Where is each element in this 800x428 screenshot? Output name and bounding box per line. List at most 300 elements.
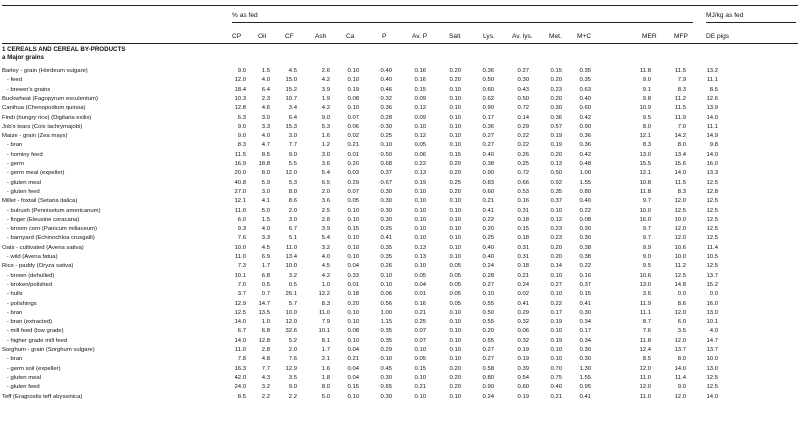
cell-oil: 6.8 bbox=[261, 328, 270, 335]
cell-cf: 13.4 bbox=[285, 254, 297, 260]
cell-de-pigs: 14.7 bbox=[706, 337, 718, 344]
cell-mfp: 11.9 bbox=[674, 114, 686, 121]
row-label: - bran bbox=[2, 309, 23, 316]
cell-oil: 13.5 bbox=[258, 309, 270, 316]
cell-cf: 32.6 bbox=[285, 328, 297, 335]
table-row bbox=[0, 76, 800, 85]
cell-cp: 16.3 bbox=[234, 365, 246, 372]
cell-lys: 0.25 bbox=[482, 235, 494, 242]
cell-met: 0.20 bbox=[550, 77, 562, 84]
cell-de-pigs: 11.1 bbox=[706, 123, 718, 130]
cell-cf: 7.7 bbox=[288, 142, 297, 149]
cell-salt: 0.05 bbox=[449, 281, 461, 288]
cell-ash: 5.4 bbox=[321, 235, 330, 242]
cell-met: 0.70 bbox=[550, 365, 562, 372]
cell-p: 0.30 bbox=[380, 123, 392, 130]
cell-ash: 1.9 bbox=[321, 95, 330, 102]
cell-cf: 2.2 bbox=[288, 393, 297, 400]
row-label: - hulls bbox=[2, 291, 23, 298]
row-label: Millet - foxtail (Setaria italica) bbox=[2, 198, 78, 205]
cell-salt: 0.10 bbox=[449, 244, 461, 251]
cell-de-pigs: 12.6 bbox=[706, 95, 718, 102]
cell-ash: 8.3 bbox=[321, 300, 330, 307]
cell-cp: 18.4 bbox=[234, 86, 246, 93]
cell-mer: 12.0 bbox=[639, 365, 651, 372]
cell-salt: 0.20 bbox=[449, 188, 461, 195]
cell-mer: 10.9 bbox=[639, 105, 651, 112]
cell-av-lys: 0.18 bbox=[517, 216, 529, 223]
cell-de-pigs: 12.5 bbox=[706, 207, 718, 214]
cell-m-c: 0.48 bbox=[579, 161, 591, 167]
table-row bbox=[0, 141, 800, 150]
table-row bbox=[0, 207, 800, 216]
cell-lys: 0.36 bbox=[482, 123, 494, 130]
cell-cf: 2.0 bbox=[288, 207, 297, 214]
cell-salt: 0.05 bbox=[449, 272, 461, 279]
cell-mer: 8.0 bbox=[642, 123, 651, 130]
cell-ash: 8.1 bbox=[321, 337, 330, 344]
cell-mfp: 8.6 bbox=[677, 300, 686, 307]
cell-p: 0.10 bbox=[380, 142, 392, 149]
cell-oil: 8.5 bbox=[261, 151, 270, 158]
cell-mer: 10.0 bbox=[639, 207, 651, 214]
cell-av-lys: 0.02 bbox=[517, 291, 529, 298]
cell-av-p: 0.05 bbox=[414, 142, 426, 149]
percent-group-rule bbox=[232, 22, 693, 23]
column-header-av-lys: Av. lys. bbox=[512, 33, 533, 40]
cell-ash: 5.3 bbox=[321, 123, 330, 130]
cell-met: 0.23 bbox=[550, 235, 562, 242]
cell-cp: 40.8 bbox=[234, 179, 246, 186]
cell-m-c: 0.90 bbox=[579, 123, 591, 130]
cell-mfp: 11.4 bbox=[674, 374, 686, 381]
cell-m-c: 0.30 bbox=[579, 226, 591, 233]
cell-ca: 0.02 bbox=[347, 133, 359, 140]
cell-av-p: 0.12 bbox=[414, 133, 426, 140]
cell-de-pigs: 12.5 bbox=[706, 263, 718, 270]
cell-mfp: 7.9 bbox=[677, 77, 686, 84]
cell-de-pigs: 16.0 bbox=[706, 161, 718, 167]
cell-cf: 5.3 bbox=[288, 179, 297, 186]
cell-mfp: 11.5 bbox=[674, 179, 686, 186]
header-group-percent: % as fed bbox=[232, 12, 258, 19]
top-rule bbox=[2, 5, 798, 6]
cell-oil: 4.8 bbox=[261, 356, 270, 363]
row-label: Job's tears (Coix lachrymajobi) bbox=[2, 123, 83, 130]
cell-salt: 0.25 bbox=[449, 179, 461, 186]
cell-lys: 0.20 bbox=[482, 328, 494, 335]
cell-mfp: 12.5 bbox=[674, 207, 686, 214]
row-label: Sorghum - grain (Sorghum vulgare) bbox=[2, 347, 95, 353]
table-row bbox=[0, 318, 800, 327]
header-group-mj: MJ/kg as fed bbox=[706, 12, 744, 19]
cell-de-pigs: 10.5 bbox=[706, 254, 718, 260]
cell-p: 0.35 bbox=[380, 254, 392, 260]
cell-ca: 0.20 bbox=[347, 161, 359, 167]
cell-ca: 0.10 bbox=[347, 319, 359, 326]
cell-oil: 4.6 bbox=[261, 105, 270, 112]
cell-av-p: 0.10 bbox=[414, 226, 426, 233]
cell-salt: 0.10 bbox=[449, 216, 461, 223]
cell-cf: 10.0 bbox=[285, 309, 297, 316]
table-row bbox=[0, 393, 800, 402]
cell-oil: 3.3 bbox=[261, 235, 270, 242]
cell-met: 0.21 bbox=[550, 393, 562, 400]
cell-ca: 0.04 bbox=[347, 365, 359, 372]
cell-ca: 0.10 bbox=[347, 77, 359, 84]
cell-ash: 5.0 bbox=[321, 393, 330, 400]
row-label: Buckwheat (Fagopyrum esculentum) bbox=[2, 95, 98, 102]
cell-av-p: 0.07 bbox=[414, 328, 426, 335]
row-label: - gluten meal bbox=[2, 179, 41, 186]
cell-met: 0.36 bbox=[550, 114, 562, 121]
cell-m-c: 0.36 bbox=[579, 133, 591, 140]
cell-ca: 0.06 bbox=[347, 123, 359, 130]
column-header-cp: CP bbox=[232, 33, 242, 40]
cell-av-lys: 0.41 bbox=[517, 300, 529, 307]
cell-mfp: 10.0 bbox=[674, 254, 686, 260]
cell-av-lys: 0.19 bbox=[517, 393, 529, 400]
row-label: - mill feed (low grade) bbox=[2, 328, 64, 335]
cell-av-p: 0.10 bbox=[414, 393, 426, 400]
cell-m-c: 0.95 bbox=[579, 384, 591, 391]
cell-oil: 6.8 bbox=[261, 272, 270, 279]
table-row bbox=[0, 272, 800, 281]
cell-ash: 4.2 bbox=[321, 77, 330, 84]
cell-met: 0.23 bbox=[550, 86, 562, 93]
table-row bbox=[0, 169, 800, 178]
cell-p: 0.35 bbox=[380, 337, 392, 344]
cell-mfp: 14.0 bbox=[674, 365, 686, 372]
cell-av-p: 0.10 bbox=[414, 263, 426, 270]
table-row bbox=[0, 327, 800, 336]
cell-ash: 9.0 bbox=[321, 114, 330, 121]
cell-ca: 0.21 bbox=[347, 356, 359, 363]
cell-de-pigs: 0.0 bbox=[709, 291, 718, 298]
cell-met: 0.10 bbox=[550, 356, 562, 363]
cell-cp: 10.0 bbox=[234, 244, 246, 251]
cell-m-c: 0.17 bbox=[579, 328, 591, 335]
row-label: Teff (Eragrostis teff abyssinica) bbox=[2, 393, 83, 400]
cell-ash: 3.6 bbox=[321, 161, 330, 167]
cell-av-lys: 0.22 bbox=[517, 142, 529, 149]
cell-av-lys: 0.14 bbox=[517, 114, 529, 121]
row-label: - broom corn (Panicum miliaceum) bbox=[2, 226, 97, 233]
cell-mfp: 3.5 bbox=[677, 328, 686, 335]
cell-av-lys: 0.32 bbox=[517, 337, 529, 344]
cell-mer: 11.9 bbox=[639, 300, 651, 307]
cell-ash: 4.2 bbox=[321, 105, 330, 112]
cell-mer: 7.6 bbox=[642, 328, 651, 335]
table-row bbox=[0, 309, 800, 318]
cell-av-lys: 0.15 bbox=[517, 226, 529, 233]
row-label: - finger (Eleusine coracana) bbox=[2, 216, 80, 223]
cell-cf: 15.2 bbox=[285, 86, 297, 93]
cell-av-lys: 0.27 bbox=[517, 68, 529, 74]
cell-p: 0.40 bbox=[380, 77, 392, 84]
cell-ca: 0.10 bbox=[347, 216, 359, 223]
row-label: Maize - grain (Zea mays) bbox=[2, 133, 68, 140]
cell-mer: 8.3 bbox=[642, 142, 651, 149]
cell-met: 0.19 bbox=[550, 319, 562, 326]
cell-p: 0.10 bbox=[380, 281, 392, 288]
cell-ca: 0.07 bbox=[347, 188, 359, 195]
cell-oil: 0.7 bbox=[261, 291, 270, 298]
cell-cp: 42.0 bbox=[234, 374, 246, 381]
cell-lys: 0.90 bbox=[482, 384, 494, 391]
cell-p: 0.10 bbox=[380, 272, 392, 279]
cell-salt: 0.10 bbox=[449, 337, 461, 344]
cell-oil: 3.3 bbox=[261, 123, 270, 130]
cell-met: 0.75 bbox=[550, 374, 562, 381]
column-header-m-c: M+C bbox=[577, 33, 592, 40]
cell-mfp: 14.2 bbox=[674, 133, 686, 140]
cell-m-c: 0.30 bbox=[579, 356, 591, 363]
cell-lys: 0.55 bbox=[482, 319, 494, 326]
cell-m-c: 0.40 bbox=[579, 95, 591, 102]
cell-mfp: 8.3 bbox=[677, 86, 686, 93]
cell-cp: 11.0 bbox=[234, 207, 246, 214]
cell-p: 0.28 bbox=[380, 114, 392, 121]
cell-met: 0.40 bbox=[550, 384, 562, 391]
cell-ca: 0.05 bbox=[347, 198, 359, 205]
cell-cp: 20.0 bbox=[234, 170, 246, 177]
cell-mfp: 12.0 bbox=[674, 309, 686, 316]
row-label: Canihua (Chenopodium quinoa) bbox=[2, 105, 86, 112]
cell-lys: 0.27 bbox=[482, 347, 494, 353]
cell-salt: 0.20 bbox=[449, 170, 461, 177]
cell-m-c: 1.55 bbox=[579, 179, 591, 186]
table-row bbox=[0, 104, 800, 113]
cell-cf: 15.3 bbox=[285, 123, 297, 130]
cell-p: 0.30 bbox=[380, 198, 392, 205]
cell-cp: 6.0 bbox=[237, 216, 246, 223]
cell-lys: 0.21 bbox=[482, 198, 494, 205]
cell-mer: 9.0 bbox=[642, 254, 651, 260]
cell-salt: 0.10 bbox=[449, 142, 461, 149]
cell-ca: 0.04 bbox=[347, 263, 359, 270]
cell-p: 0.36 bbox=[380, 105, 392, 112]
table-row bbox=[0, 151, 800, 160]
cell-p: 1.15 bbox=[380, 319, 392, 326]
cell-m-c: 0.80 bbox=[579, 188, 591, 195]
cell-ca: 0.10 bbox=[347, 68, 359, 74]
cell-cf: 5.7 bbox=[288, 300, 297, 307]
cell-mer: 16.0 bbox=[639, 216, 651, 223]
cell-cf: 2.0 bbox=[288, 347, 297, 353]
cell-oil: 3.0 bbox=[261, 188, 270, 195]
cell-mer: 9.0 bbox=[642, 77, 651, 84]
cell-lys: 0.38 bbox=[482, 161, 494, 167]
cell-cp: 8.5 bbox=[237, 393, 246, 400]
cell-de-pigs: 12.5 bbox=[706, 384, 718, 391]
cell-av-p: 0.16 bbox=[414, 68, 426, 74]
cell-ash: 4.0 bbox=[321, 254, 330, 260]
cell-oil: 7.7 bbox=[261, 365, 270, 372]
row-label: - germ soil (expeller) bbox=[2, 365, 61, 372]
cell-oil: 2.2 bbox=[261, 393, 270, 400]
cell-mer: 9.7 bbox=[642, 198, 651, 205]
cell-ca: 0.01 bbox=[347, 151, 359, 158]
cell-mer: 9.1 bbox=[642, 86, 651, 93]
cell-met: 0.19 bbox=[550, 337, 562, 344]
cell-lys: 0.90 bbox=[482, 170, 494, 177]
cell-av-p: 0.09 bbox=[414, 114, 426, 121]
row-label: - feed bbox=[2, 77, 22, 84]
cell-av-p: 0.16 bbox=[414, 77, 426, 84]
cell-av-lys: 0.66 bbox=[517, 179, 529, 186]
cell-cp: 7.8 bbox=[237, 356, 246, 363]
cell-p: 0.26 bbox=[380, 263, 392, 270]
cell-oil: 12.8 bbox=[258, 337, 270, 344]
table-row bbox=[0, 123, 800, 132]
cell-de-pigs: 10.0 bbox=[706, 356, 718, 363]
cell-cf: 12.0 bbox=[285, 319, 297, 326]
cell-lys: 0.17 bbox=[482, 114, 494, 121]
cell-ash: 3.2 bbox=[321, 244, 330, 251]
cell-salt: 0.05 bbox=[449, 300, 461, 307]
cell-lys: 0.60 bbox=[482, 188, 494, 195]
cell-oil: 4.1 bbox=[261, 198, 270, 205]
row-label: - gluten feed bbox=[2, 384, 40, 391]
cell-av-p: 0.10 bbox=[414, 216, 426, 223]
cell-oil: 6.9 bbox=[261, 254, 270, 260]
cell-lys: 0.55 bbox=[482, 300, 494, 307]
cell-met: 0.92 bbox=[550, 179, 562, 186]
cell-p: 0.46 bbox=[380, 86, 392, 93]
table-row bbox=[0, 262, 800, 271]
table-row bbox=[0, 374, 800, 383]
cell-met: 0.35 bbox=[550, 188, 562, 195]
cell-mfp: 12.5 bbox=[674, 272, 686, 279]
column-header-mfp: MFP bbox=[674, 33, 688, 40]
cell-cp: 10.3 bbox=[234, 95, 246, 102]
cell-oil: 6.4 bbox=[261, 86, 270, 93]
cell-de-pigs: 13.3 bbox=[706, 170, 718, 177]
cell-met: 0.22 bbox=[550, 300, 562, 307]
cell-ash: 4.2 bbox=[321, 272, 330, 279]
cell-av-p: 0.10 bbox=[414, 235, 426, 242]
cell-ash: 2.8 bbox=[321, 216, 330, 223]
cell-lys: 0.55 bbox=[482, 337, 494, 344]
cell-mfp: 11.5 bbox=[674, 105, 686, 112]
cell-salt: 0.10 bbox=[449, 356, 461, 363]
row-label: - barnyard (Echinochloa crusgalli) bbox=[2, 235, 95, 242]
cell-ca: 0.08 bbox=[347, 95, 359, 102]
cell-met: 0.19 bbox=[550, 133, 562, 140]
cell-ca: 0.10 bbox=[347, 244, 359, 251]
cell-lys: 0.10 bbox=[482, 291, 494, 298]
table-row bbox=[0, 234, 800, 243]
cell-oil: 4.3 bbox=[261, 374, 270, 381]
cell-cf: 0.5 bbox=[288, 281, 297, 288]
cell-ash: 11.0 bbox=[318, 309, 330, 316]
row-label: Barley - grain (Hordeum vulgare) bbox=[2, 68, 88, 74]
cell-av-lys: 0.32 bbox=[517, 319, 529, 326]
cell-m-c: 0.08 bbox=[579, 216, 591, 223]
cell-m-c: 0.38 bbox=[579, 254, 591, 260]
cell-av-lys: 0.50 bbox=[517, 95, 529, 102]
cell-mfp: 6.0 bbox=[677, 319, 686, 326]
cell-ash: 5.4 bbox=[321, 170, 330, 177]
cell-cp: 9.0 bbox=[237, 133, 246, 140]
cell-p: 0.35 bbox=[380, 244, 392, 251]
cell-de-pigs: 14.0 bbox=[706, 151, 718, 158]
cell-de-pigs: 12.5 bbox=[706, 216, 718, 223]
cell-cf: 10.0 bbox=[285, 263, 297, 270]
cell-ash: 6.5 bbox=[321, 179, 330, 186]
cell-cp: 7.6 bbox=[237, 235, 246, 242]
cell-mer: 13.0 bbox=[639, 281, 651, 288]
cell-cf: 6.4 bbox=[288, 114, 297, 121]
cell-av-p: 0.25 bbox=[414, 319, 426, 326]
cell-av-p: 0.06 bbox=[414, 151, 426, 158]
cell-oil: 18.8 bbox=[258, 161, 270, 167]
cell-mer: 11.0 bbox=[639, 374, 651, 381]
cell-cp: 9.0 bbox=[237, 68, 246, 74]
cell-met: 0.10 bbox=[550, 207, 562, 214]
cell-de-pigs: 14.0 bbox=[706, 393, 718, 400]
cell-lys: 0.40 bbox=[482, 254, 494, 260]
cell-de-pigs: 12.5 bbox=[706, 179, 718, 186]
cell-cf: 7.6 bbox=[288, 356, 297, 363]
cell-de-pigs: 15.2 bbox=[706, 281, 718, 288]
cell-cf: 15.0 bbox=[285, 77, 297, 84]
cell-p: 0.30 bbox=[380, 207, 392, 214]
cell-ash: 8.0 bbox=[321, 384, 330, 391]
cell-de-pigs: 12.5 bbox=[706, 374, 718, 381]
cell-ca: 0.21 bbox=[347, 142, 359, 149]
cell-av-lys: 0.19 bbox=[517, 356, 529, 363]
cell-cf: 3.2 bbox=[288, 272, 297, 279]
cell-av-p: 0.01 bbox=[414, 291, 426, 298]
cell-m-c: 0.22 bbox=[579, 263, 591, 270]
cell-ca: 0.10 bbox=[347, 337, 359, 344]
cell-met: 0.10 bbox=[550, 347, 562, 353]
row-label: - wild (Avena fatua) bbox=[2, 254, 58, 260]
cell-m-c: 0.34 bbox=[579, 319, 591, 326]
table-row bbox=[0, 216, 800, 225]
cell-met: 0.17 bbox=[550, 309, 562, 316]
cell-oil: 5.0 bbox=[261, 207, 270, 214]
row-label: - germ meal (expeller) bbox=[2, 170, 65, 177]
table-row bbox=[0, 67, 800, 76]
cell-mfp: 14.0 bbox=[674, 170, 686, 177]
cell-mer: 10.8 bbox=[639, 179, 651, 186]
cell-mer: 11.8 bbox=[639, 188, 651, 195]
row-label: - germ bbox=[2, 161, 24, 167]
cell-ash: 1.7 bbox=[321, 347, 330, 353]
cell-av-p: 0.21 bbox=[414, 384, 426, 391]
cell-lys: 0.27 bbox=[482, 281, 494, 288]
cell-av-p: 0.19 bbox=[414, 179, 426, 186]
cell-ca: 0.10 bbox=[347, 235, 359, 242]
cell-ca: 0.15 bbox=[347, 226, 359, 233]
cell-av-lys: 0.30 bbox=[517, 77, 529, 84]
cell-m-c: 0.42 bbox=[579, 151, 591, 158]
cell-lys: 0.41 bbox=[482, 207, 494, 214]
cell-mer: 9.9 bbox=[642, 244, 651, 251]
cell-cf: 26.1 bbox=[285, 291, 297, 298]
table-row bbox=[0, 114, 800, 123]
cell-m-c: 0.63 bbox=[579, 86, 591, 93]
cell-mfp: 12.0 bbox=[674, 226, 686, 233]
cell-p: 0.67 bbox=[380, 179, 392, 186]
row-label: Rice - paddy (Oryza sativa) bbox=[2, 263, 74, 270]
cell-oil: 2.3 bbox=[261, 95, 270, 102]
cell-p: 0.32 bbox=[380, 95, 392, 102]
cell-av-p: 0.10 bbox=[414, 347, 426, 353]
